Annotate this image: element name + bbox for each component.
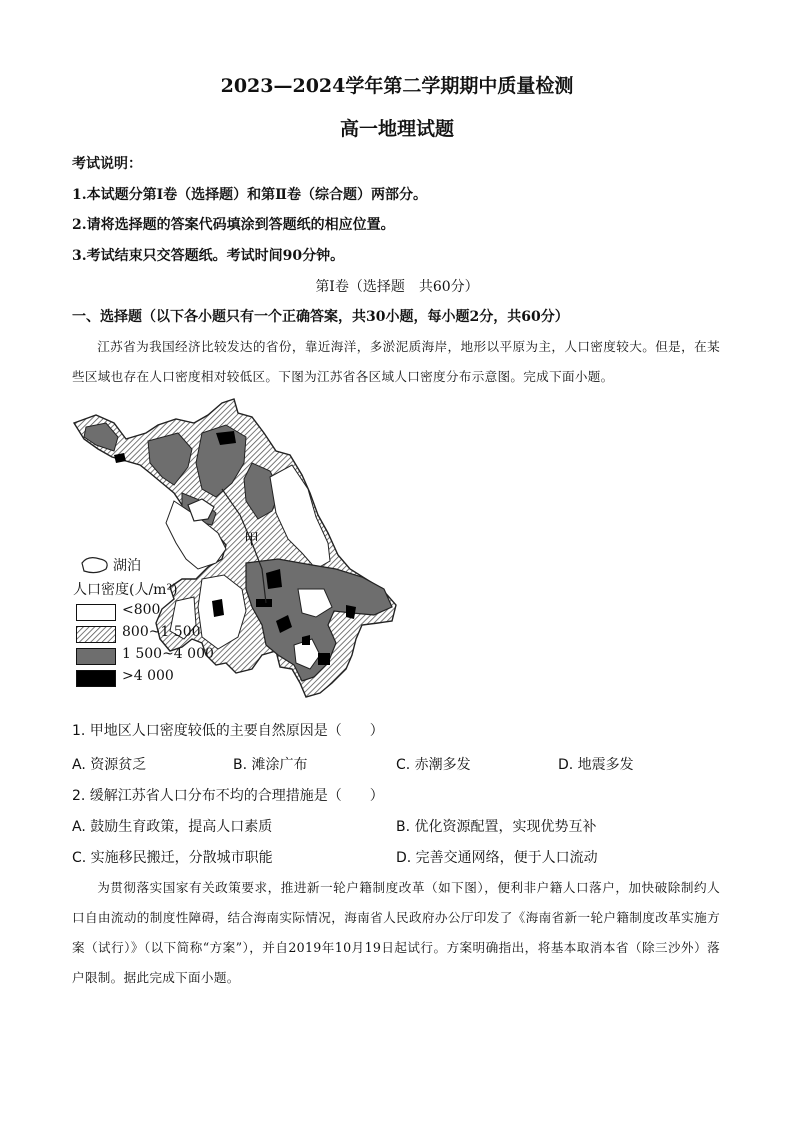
page-title: 2023—2024学年第二学期期中质量检测 xyxy=(220,75,574,97)
part1-heading: 第Ⅰ卷（选择题 共60分） xyxy=(315,279,479,295)
legend-swatch-black xyxy=(76,670,116,687)
question-1-option-d: D. 地震多发 xyxy=(558,757,634,773)
lake-legend-icon xyxy=(82,558,107,573)
legend-label-1: <800 xyxy=(122,602,161,618)
section-title: 一、选择题（以下各小题只有一个正确答案，共30小题，每小题2分，共60分） xyxy=(72,309,569,325)
legend-lake-label: 湖泊 xyxy=(113,558,141,574)
legend-swatch-grey xyxy=(76,648,116,665)
instructions-heading: 考试说明： xyxy=(72,156,142,172)
question-1-option-b: B. 滩涂广布 xyxy=(233,757,308,773)
question-2-option-d: D. 完善交通网络，便于人口流动 xyxy=(396,850,598,866)
region-black-5 xyxy=(212,599,224,617)
legend-label-4: >4 000 xyxy=(122,668,174,684)
question-2-option-b: B. 优化资源配置，实现优势互补 xyxy=(396,819,597,835)
question-2-option-a: A. 鼓励生育政策，提高人口素质 xyxy=(72,819,273,835)
passage-2: 为贯彻落实国家有关政策要求，推进新一轮户籍制度改革（如下图），便利非户籍人口落户，加快破除制约人口自由流动的制度性障碍，结合海南实际情况，海南省人民政府办公厅印发了《海南省新一轮户籍制度改革实施方案（试行）》（以下简称“方案”），并自2019年10月19日起试行。方案明确指出，将基本取消本省（除三沙外）落户限制。据此完成下面小题。 xyxy=(72,880,720,985)
legend-swatch-hatch xyxy=(76,626,116,643)
passage-1: 江苏省为我国经济比较发达的省份，靠近海洋，多淤泥质海岸，地形以平原为主，人口密度较大。但是，在某些区域也存在人口密度相对较低区。下图为江苏省各区域人口密度分布示意图。完成下面小题。 xyxy=(72,339,720,384)
question-1-option-c: C. 赤潮多发 xyxy=(396,757,471,773)
jiangsu-population-density-map xyxy=(66,393,406,703)
legend-title: 人口密度(人/m²) xyxy=(73,582,178,598)
question-1-stem: 1. 甲地区人口密度较低的主要自然原因是（ ） xyxy=(72,723,384,739)
region-label-jia: 甲 xyxy=(244,530,260,548)
legend-label-2: 800~1 500 xyxy=(122,624,201,640)
instruction-item-3: 3.考试结束只交答题纸。考试时间90分钟。 xyxy=(72,248,345,264)
question-2-stem: 2. 缓解江苏省人口分布不均的合理措施是（ ） xyxy=(72,788,384,804)
instruction-item-1: 1.本试题分第Ⅰ卷（选择题）和第Ⅱ卷（综合题）两部分。 xyxy=(72,187,427,203)
legend-label-3: 1 500~4 000 xyxy=(122,646,214,662)
question-1-option-a: A. 资源贫乏 xyxy=(72,757,147,773)
question-2-option-c: C. 实施移民搬迁，分散城市职能 xyxy=(72,850,273,866)
region-black-4 xyxy=(256,599,272,607)
page-subtitle: 高一地理试题 xyxy=(339,118,454,140)
region-black-7 xyxy=(318,653,330,665)
instruction-item-2: 2.请将选择题的答案代码填涂到答题纸的相应位置。 xyxy=(72,217,395,233)
legend-swatch-white xyxy=(76,604,116,621)
